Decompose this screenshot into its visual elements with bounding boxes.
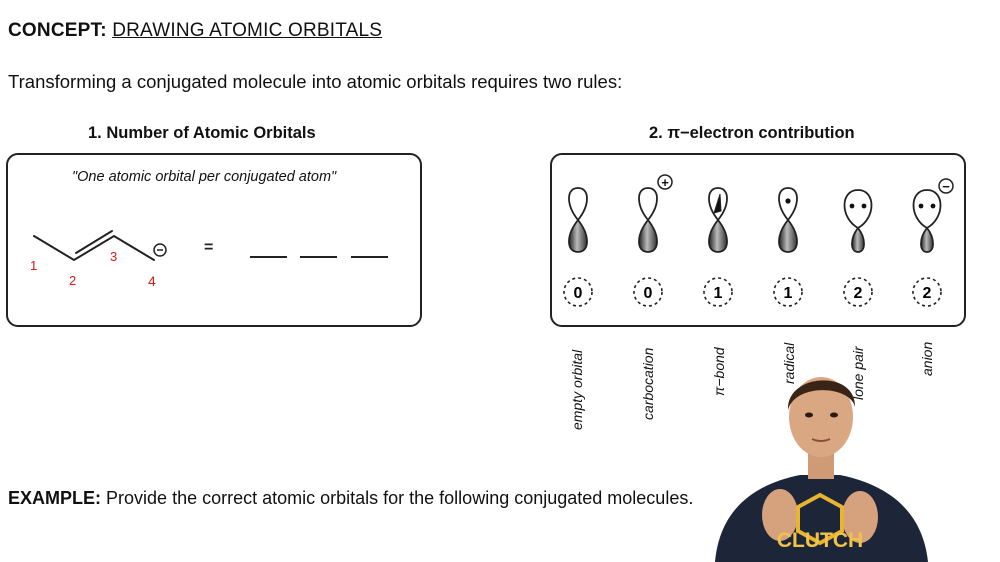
- title-text: DRAWING ATOMIC ORBITALS: [112, 20, 383, 41]
- count-carbocation: 0: [643, 285, 653, 302]
- label-anion: anion: [919, 341, 935, 376]
- anion-charge: −: [942, 179, 950, 194]
- label-lone-pair: lone pair: [850, 346, 866, 400]
- radical-orbital-icon: [779, 188, 797, 252]
- rule2-title: 2. π−electron contribution: [649, 124, 855, 142]
- atom-number-3: 3: [110, 249, 118, 264]
- pi-bond-orbital-icon: [709, 188, 727, 252]
- rule1-quote: "One atomic orbital per conjugated atom": [72, 169, 337, 185]
- shirt-logo-text: CLUTCH: [776, 529, 864, 552]
- example-body: Provide the correct atomic orbitals for the following conjugated molecules.: [106, 488, 694, 508]
- electron-count-circles: [564, 278, 941, 306]
- label-carbocation: carbocation: [640, 347, 656, 420]
- rule1-title: 1. Number of Atomic Orbitals: [88, 124, 316, 142]
- label-empty-orbital: empty orbital: [569, 349, 585, 430]
- example-text: [8, 488, 693, 509]
- equals-sign: =: [204, 239, 214, 256]
- lone-pair-orbital-icon: [845, 190, 872, 252]
- presenter-video: [700, 355, 940, 562]
- title-prefix: CONCEPT:: [8, 20, 107, 41]
- label-radical: radical: [781, 342, 797, 384]
- count-radical: 1: [783, 285, 793, 302]
- count-empty-orbital: 0: [573, 285, 583, 302]
- count-lone-pair: 2: [853, 285, 863, 302]
- example-prefix: EXAMPLE:: [8, 488, 102, 508]
- atom-number-1: 1: [30, 258, 38, 273]
- intro-text: Transforming a conjugated molecule into atomic orbitals requires two rules:: [8, 71, 623, 92]
- empty-orbital-icon: [569, 188, 587, 252]
- count-pi-bond: 1: [713, 285, 723, 302]
- carbocation-charge: +: [661, 175, 669, 190]
- label-pi-bond: π−bond: [711, 347, 727, 396]
- atom-number-4: 4: [148, 273, 156, 289]
- count-anion: 2: [922, 285, 932, 302]
- atom-number-2: 2: [69, 273, 77, 288]
